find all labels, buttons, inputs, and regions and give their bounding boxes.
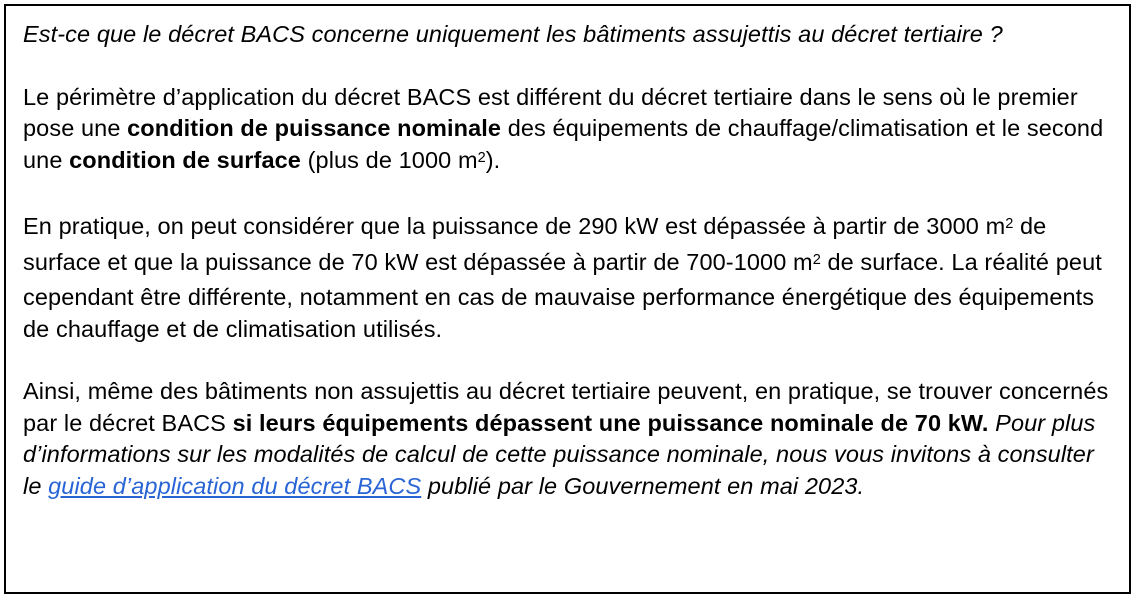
text-run: Est-ce que le décret BACS concerne uniquement les bâtiments assujettis au décret tertiaire ? <box>23 21 1003 47</box>
text-run: Ainsi, même des bâtiments non assujettis au décret tertiaire peuvent, en pratique, se trouver concernés par le décret BACS <box>23 378 1109 436</box>
text-run: si leurs équipements dépassent une puissance nominale de 70 kW. <box>232 409 989 436</box>
text-run: 2 <box>1005 216 1014 233</box>
text-run: de surface. La réalité peut cependant être différente, notamment en cas de mauvaise performance énergétique des équipements de chauffage et de climatisation utilisés. <box>23 248 1102 342</box>
paragraph-conclusion-batiments-non-assujettis <box>23 376 1113 502</box>
text-box-frame <box>4 4 1131 594</box>
paragraph-perimetre-application <box>23 82 1113 181</box>
text-run: 2 <box>812 251 821 268</box>
text-run: de surface et que la puissance de 70 kW est dépassée à partir de 700-1000 m <box>23 213 1047 275</box>
text-run: (plus de 1000 m <box>300 146 478 173</box>
text-run: En pratique, on peut considérer que la puissance de 290 kW est dépassée à partir de 3000 m <box>23 213 1006 239</box>
paragraph-seuils-pratique <box>23 211 1113 345</box>
text-run: Pour plus d’informations sur les modalités de calcul de cette puissance nominale, nous vous invitons à consulter le <box>23 409 1096 499</box>
text-run: condition de puissance nominale <box>127 115 502 141</box>
link-guide-application-decret-bacs[interactable]: guide d’application du décret BACS <box>48 472 422 499</box>
paragraph-question-decret-bacs <box>23 19 1113 51</box>
text-run: publié par le Gouvernement en mai 2023. <box>421 472 865 499</box>
text-run: Le périmètre d’application du décret BACS est différent du décret tertiaire dans le sens où le premier pose une <box>23 83 1078 141</box>
document-body <box>23 19 1113 502</box>
text-run: ). <box>485 146 501 173</box>
text-run: condition de surface <box>69 146 301 173</box>
text-run: des équipements de chauffage/climatisation et le second une <box>23 115 1104 173</box>
text-run: 2 <box>477 149 486 166</box>
